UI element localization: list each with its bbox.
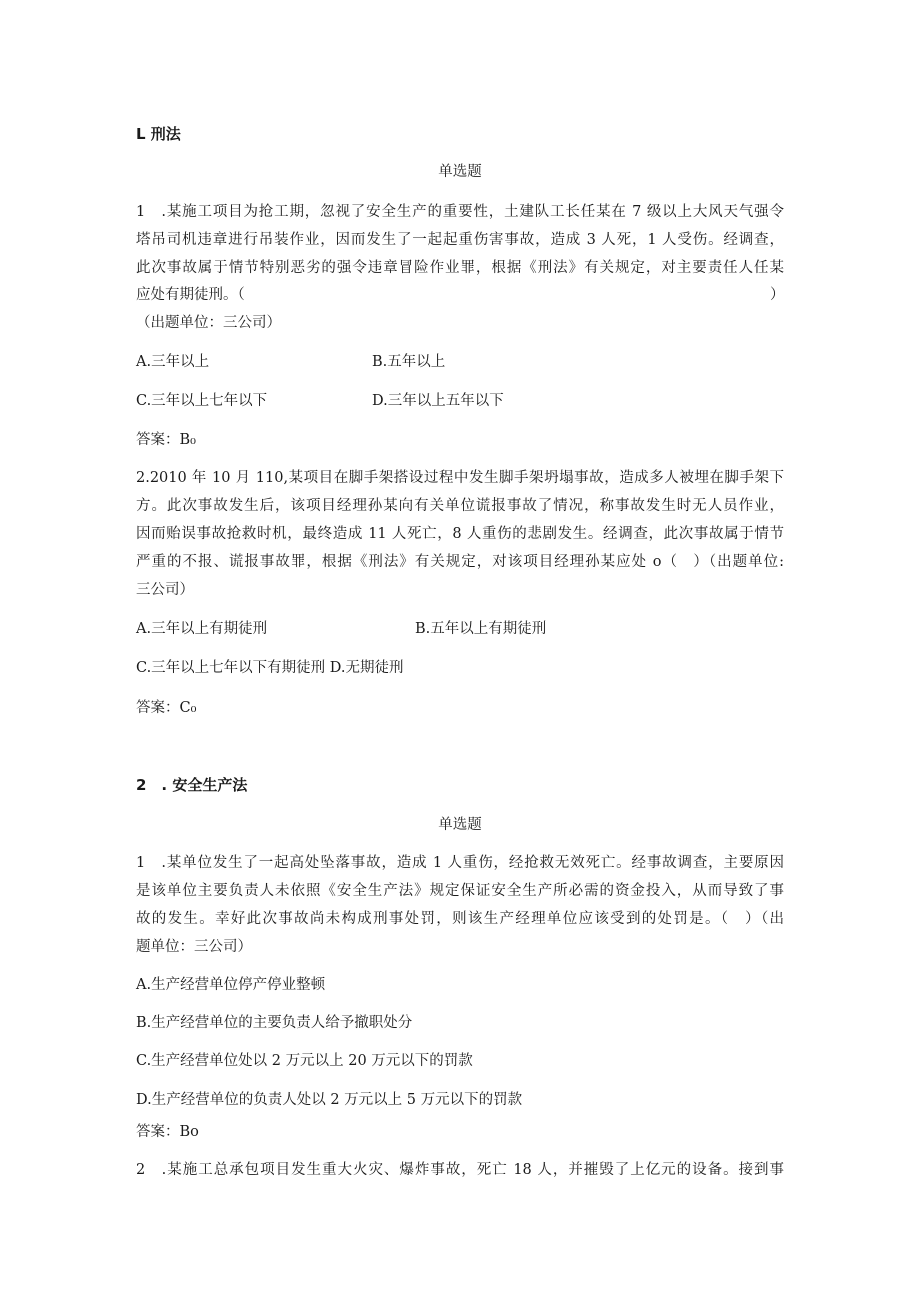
section-subtitle: 单选题: [438, 164, 482, 180]
question-text-line: 因而贻误事故抢救时机，最终造成 11 人死亡，8 人重伤的悲剧发生。经调查，此次事故属于情节: [136, 526, 784, 542]
option-b: B.五年以上: [372, 354, 446, 370]
answer-text: 答案：Bo: [136, 1124, 199, 1140]
option-b: B.五年以上有期徒刑: [415, 621, 547, 637]
question-text-line: 故的发生。幸好此次事故尚未构成刑事处罚，则该生产经理单位应该受到的处罚是。（ ）（出: [136, 911, 784, 927]
question-source: 题单位：三公司）: [136, 939, 252, 955]
question-text-line: 严重的不报、谎报事故罪，根据《刑法》有关规定，对该项目经理孙某应处 o（ ）（出题单位:: [136, 554, 784, 570]
option-a: A.生产经营单位停产停业整顿: [136, 977, 326, 993]
option-d: D.生产经营单位的负责人处以 2 万元以上 5 万元以下的罚款: [136, 1092, 523, 1108]
answer-text: 答案：B₀: [136, 432, 196, 448]
option-a: A.三年以上有期徒刑: [136, 621, 268, 637]
question-text-line: 2 .某施工总承包项目发生重大火灾、爆炸事故，死亡 18 人，并摧毁了上亿元的设备。接到事: [136, 1162, 784, 1178]
question-source: 三公司）: [136, 582, 194, 598]
answer-text: 答案：C₀: [136, 700, 197, 716]
question-text-line: 此次事故属于情节特别恶劣的强令违章冒险作业罪，根据《刑法》有关规定，对主要责任人任某: [136, 260, 784, 276]
question-text-line: 1 .某单位发生了一起高处坠落事故，造成 1 人重伤，经抢救无效死亡。经事故调查，主要原因: [136, 855, 784, 871]
question-source: （出题单位：三公司）: [136, 315, 281, 331]
option-c-d: C.三年以上七年以下有期徒刑 D.无期徒刑: [136, 660, 404, 676]
option-c: C.三年以上七年以下: [136, 393, 268, 409]
question-text-line: 方。此次事故发生后，该项目经理孙某向有关单位谎报事故了情况，称事故发生时无人员作业，: [136, 498, 784, 514]
question-text-line: 2.2010 年 10 月 110,某项目在脚手架搭设过程中发生脚手架坍塌事故，造成多人被埋在脚手架下: [136, 470, 784, 486]
question-text-line: 应处有期徒刑。（: [136, 287, 245, 303]
option-d: D.三年以上五年以下: [372, 393, 504, 409]
question-text-line: 是该单位主要负责人未依照《安全生产法》规定保证安全生产所必需的资金投入，从而导致了事: [136, 883, 784, 899]
section-heading-criminal-law: L 刑法: [136, 125, 181, 143]
question-text-line: 1 .某施工项目为抢工期，忽视了安全生产的重要性，土建队工长任某在 7 级以上大风天气强令: [136, 204, 784, 220]
option-c: C.生产经营单位处以 2 万元以上 20 万元以下的罚款: [136, 1053, 473, 1069]
option-a: A.三年以上: [136, 354, 210, 370]
question-text-line: 塔吊司机违章进行吊装作业，因而发生了一起起重伤害事故，造成 3 人死，1 人受伤。经调查，: [136, 232, 784, 248]
answer-blank-close: ）: [770, 287, 785, 303]
section-subtitle: 单选题: [438, 817, 482, 833]
section-heading-safety-law: 2 . 安全生产法: [136, 776, 248, 794]
option-b: B.生产经营单位的主要负责人给予撤职处分: [136, 1015, 413, 1031]
